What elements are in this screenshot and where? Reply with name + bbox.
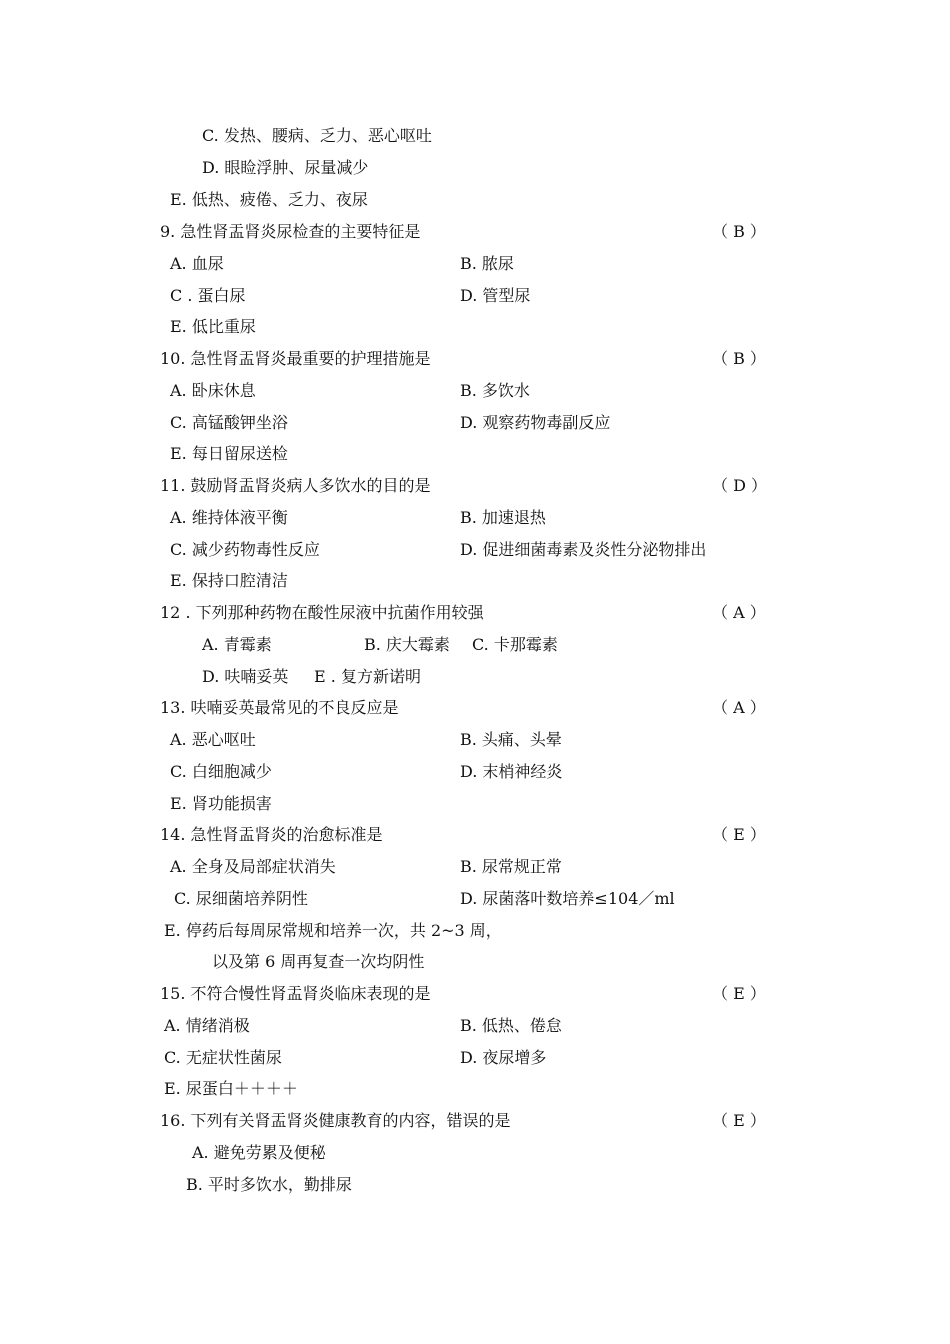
q9-option-c: C . 蛋白尿 — [170, 286, 246, 305]
q15-stem: 15. 不符合慢性肾盂肾炎临床表现的是 — [160, 984, 431, 1003]
q8-option-c: C. 发热、腰病、乏力、恶心呕吐 — [202, 126, 432, 145]
q13-option-a: A. 恶心呕吐 — [170, 730, 256, 749]
q13-stem: 13. 呋喃妥英最常见的不良反应是 — [160, 698, 399, 717]
q10-option-d: D. 观察药物毒副反应 — [460, 413, 611, 432]
q9-stem: 9. 急性肾盂肾炎尿检查的主要特征是 — [160, 222, 421, 241]
q8-option-d: D. 眼睑浮肿、尿量减少 — [202, 158, 369, 177]
q11-answer: （ D ） — [712, 476, 768, 495]
q8-option-e: E. 低热、疲倦、乏力、夜尿 — [170, 190, 368, 209]
q10-option-e: E. 每日留尿送检 — [170, 444, 288, 463]
q11-option-a: A. 维持体液平衡 — [170, 508, 288, 527]
q12-option-c: C. 卡那霉素 — [472, 635, 558, 654]
q9-option-d: D. 管型尿 — [460, 286, 531, 305]
q13-answer: （ A ） — [712, 698, 766, 717]
q10-option-c: C. 高锰酸钾坐浴 — [170, 413, 288, 432]
q15-option-c: C. 无症状性菌尿 — [164, 1048, 282, 1067]
q12-option-d: D. 呋喃妥英 — [202, 667, 289, 686]
q14-option-b: B. 尿常规正常 — [460, 857, 562, 876]
q11-option-b: B. 加速退热 — [460, 508, 546, 527]
q14-option-c: C. 尿细菌培养阴性 — [174, 889, 308, 908]
q12-option-a: A. 青霉素 — [202, 635, 272, 654]
q16-answer: （ E ） — [712, 1111, 766, 1130]
q16-option-b: B. 平时多饮水，勤排尿 — [186, 1175, 352, 1194]
q15-option-a: A. 情绪消极 — [164, 1016, 250, 1035]
q12-option-e: E . 复方新诺明 — [314, 667, 421, 686]
q14-stem: 14. 急性肾盂肾炎的治愈标准是 — [160, 825, 383, 844]
q11-option-e: E. 保持口腔清洁 — [170, 571, 288, 590]
q14-answer: （ E ） — [712, 825, 766, 844]
q15-option-e: E. 尿蛋白＋＋＋＋ — [164, 1079, 298, 1098]
q12-option-b: B. 庆大霉素 — [364, 635, 450, 654]
q14-option-d: D. 尿菌落叶数培养≤104／ml — [460, 889, 675, 908]
q10-answer: （ B ） — [712, 349, 766, 368]
q9-option-e: E. 低比重尿 — [170, 317, 256, 336]
q15-option-d: D. 夜尿增多 — [460, 1048, 547, 1067]
q16-stem: 16. 下列有关肾盂肾炎健康教育的内容，错误的是 — [160, 1111, 511, 1130]
q10-option-a: A. 卧床休息 — [170, 381, 256, 400]
q16-option-a: A. 避免劳累及便秘 — [192, 1143, 326, 1162]
q15-option-b: B. 低热、倦怠 — [460, 1016, 562, 1035]
q15-answer: （ E ） — [712, 984, 766, 1003]
q9-option-a: A. 血尿 — [170, 254, 224, 273]
q13-option-c: C. 白细胞减少 — [170, 762, 272, 781]
q13-option-e: E. 肾功能损害 — [170, 794, 272, 813]
q11-stem: 11. 鼓励肾盂肾炎病人多饮水的目的是 — [160, 476, 431, 495]
q11-option-d: D. 促进细菌毒素及炎性分泌物排出 — [460, 540, 707, 559]
q14-option-e: E. 停药后每周尿常规和培养一次，共 2~3 周， — [164, 921, 502, 940]
q13-option-b: B. 头痛、头晕 — [460, 730, 562, 749]
q9-answer: （ B ） — [712, 222, 766, 241]
q12-stem: 12 . 下列那种药物在酸性尿液中抗菌作用较强 — [160, 603, 484, 622]
q9-option-b: B. 脓尿 — [460, 254, 514, 273]
q13-option-d: D. 末梢神经炎 — [460, 762, 563, 781]
q12-answer: （ A ） — [712, 603, 766, 622]
q11-option-c: C. 减少药物毒性反应 — [170, 540, 320, 559]
q14-option-e-continued: 以及第 6 周再复查一次均阴性 — [212, 952, 425, 971]
q10-option-b: B. 多饮水 — [460, 381, 530, 400]
q14-option-a: A. 全身及局部症状消失 — [170, 857, 336, 876]
q10-stem: 10. 急性肾盂肾炎最重要的护理措施是 — [160, 349, 431, 368]
